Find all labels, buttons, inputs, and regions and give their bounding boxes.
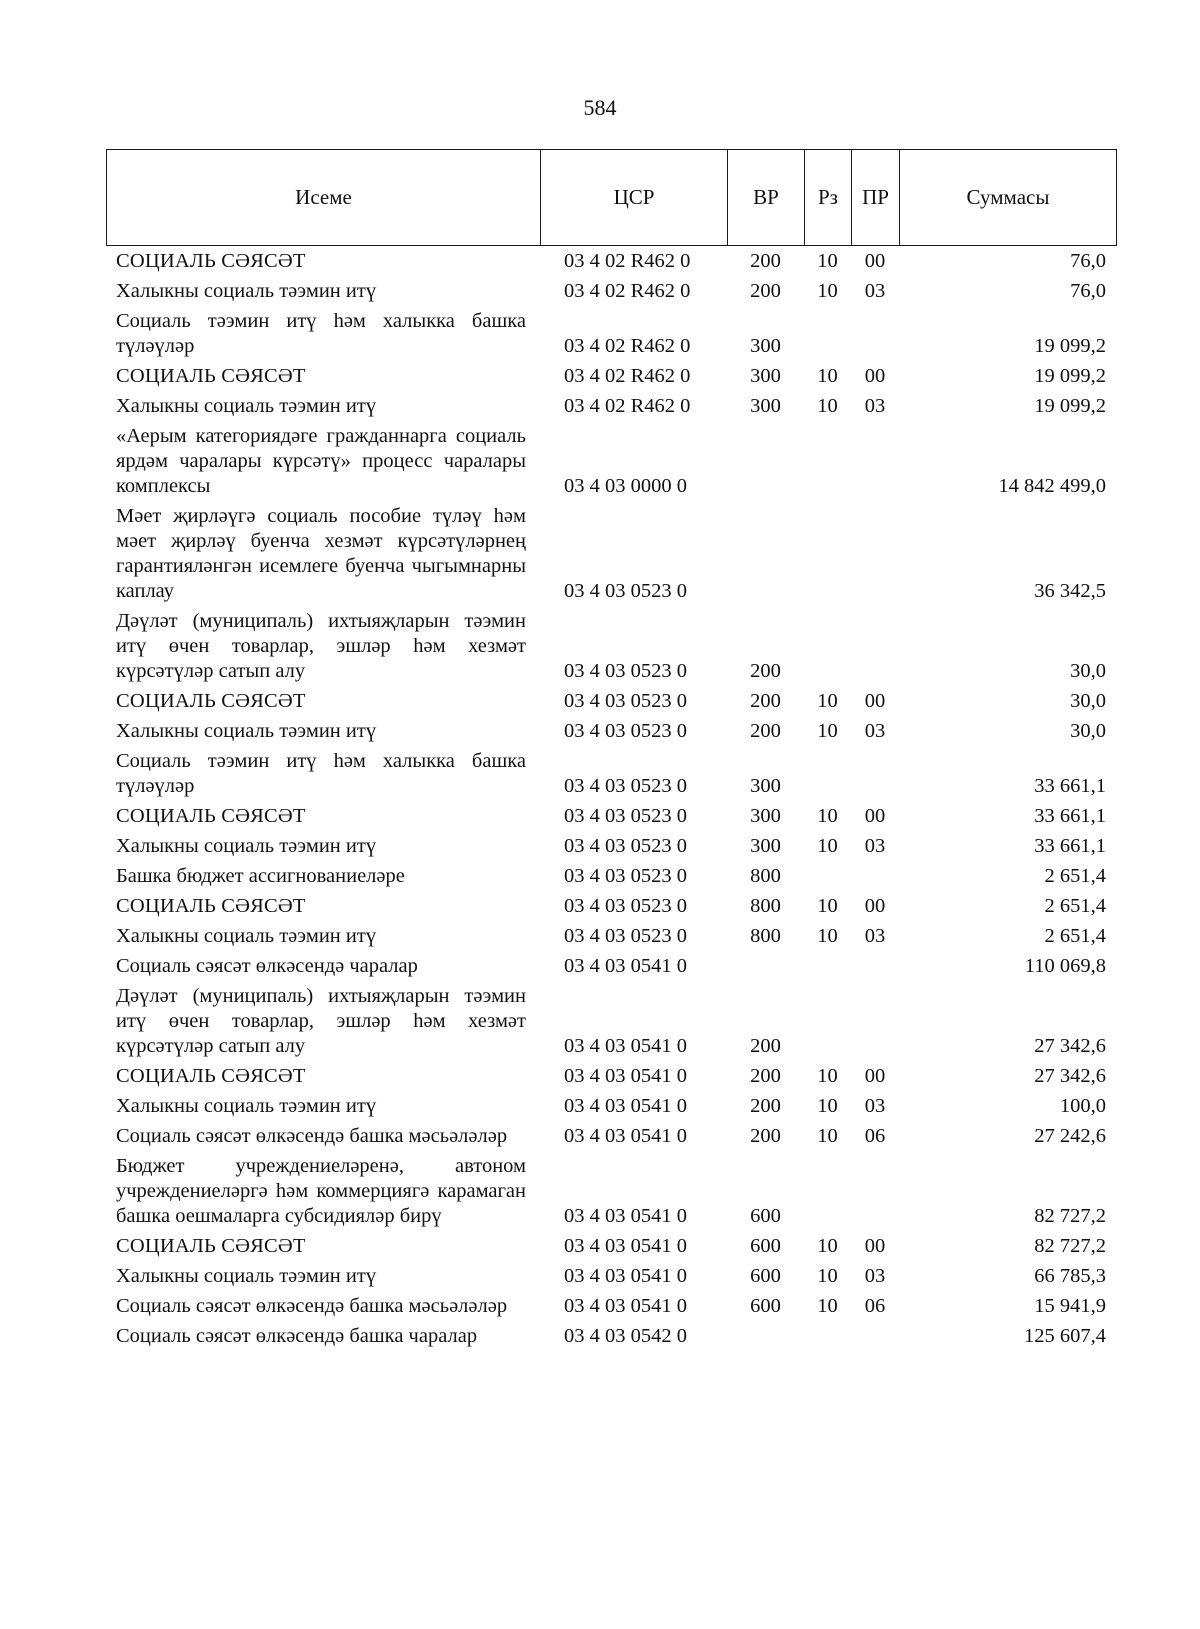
cell-vr: 200	[750, 1095, 781, 1117]
cell-vr: 600	[750, 1265, 781, 1287]
cell-vr: 300	[750, 395, 781, 417]
cell-name: Халыкны социаль тәэмин итү	[116, 280, 377, 302]
cell-name: Социаль сәясәт өлкәсендә чаралар	[116, 955, 418, 977]
cell-csr: 03 4 02 R462 0	[564, 280, 691, 302]
budget-table	[106, 246, 1116, 1351]
cell-rz	[804, 1321, 851, 1351]
cell-csr: 03 4 03 0523 0	[564, 895, 687, 917]
cell-pr: 06	[864, 1125, 886, 1147]
cell-pr	[851, 1151, 899, 1231]
cell-csr: 03 4 03 0541 0	[564, 1095, 687, 1117]
cell-vr: 200	[750, 250, 781, 272]
cell-pr: 00	[864, 690, 886, 712]
table-row	[106, 801, 1116, 831]
cell-vr: 600	[750, 1295, 781, 1317]
column-header-vr: ВР	[728, 150, 805, 246]
cell-sum: 2 651,4	[1044, 925, 1106, 947]
table-row	[106, 606, 1116, 686]
cell-rz: 10	[817, 365, 838, 387]
column-header-rz: Рз	[805, 150, 852, 246]
cell-name: СОЦИАЛЬ СӘЯСӘТ	[116, 805, 306, 827]
cell-rz	[804, 746, 851, 801]
cell-pr: 00	[864, 895, 886, 917]
table-row	[106, 951, 1116, 981]
cell-sum: 30,0	[1070, 690, 1106, 712]
cell-name: СОЦИАЛЬ СӘЯСӘТ	[116, 1065, 306, 1087]
cell-pr: 03	[864, 280, 886, 302]
cell-pr	[851, 981, 899, 1061]
cell-sum: 110 069,8	[1024, 955, 1106, 977]
column-header-pr: ПР	[852, 150, 900, 246]
cell-pr: 00	[864, 365, 886, 387]
cell-rz: 10	[817, 1235, 838, 1257]
cell-csr: 03 4 03 0523 0	[564, 805, 687, 827]
cell-sum: 27 342,6	[1034, 1035, 1106, 1057]
table-row	[106, 306, 1116, 361]
cell-csr: 03 4 03 0541 0	[564, 1265, 687, 1287]
cell-vr: 200	[750, 1035, 781, 1057]
cell-vr: 200	[750, 660, 781, 682]
cell-pr: 03	[864, 395, 886, 417]
cell-vr	[727, 501, 804, 606]
cell-sum: 100,0	[1059, 1095, 1106, 1117]
cell-rz	[804, 951, 851, 981]
cell-rz: 10	[817, 895, 838, 917]
cell-csr: 03 4 03 0000 0	[564, 475, 687, 497]
table-body	[106, 246, 1116, 1351]
cell-vr	[727, 951, 804, 981]
cell-vr: 200	[750, 1065, 781, 1087]
cell-name: Халыкны социаль тәэмин итү	[116, 835, 377, 857]
table-row	[106, 1261, 1116, 1291]
table-row	[106, 746, 1116, 801]
cell-rz	[804, 421, 851, 501]
cell-rz: 10	[817, 925, 838, 947]
cell-sum: 2 651,4	[1044, 895, 1106, 917]
column-header-sum: Суммасы	[900, 150, 1117, 246]
cell-rz	[804, 306, 851, 361]
cell-vr: 300	[750, 335, 781, 357]
table-row	[106, 1061, 1116, 1091]
cell-csr: 03 4 02 R462 0	[564, 365, 691, 387]
cell-csr: 03 4 03 0523 0	[564, 720, 687, 742]
cell-sum: 15 941,9	[1034, 1295, 1106, 1317]
table-row	[106, 1091, 1116, 1121]
cell-pr	[851, 606, 899, 686]
cell-csr: 03 4 03 0541 0	[564, 1125, 687, 1147]
cell-name: Бюджет учреждениеләренә, автоном учреждениеләргә һәм коммерциягә карамаган башка оешмаларга субсидияләр бирү	[116, 1155, 526, 1227]
table-row	[106, 1291, 1116, 1321]
cell-sum: 125 607,4	[1024, 1325, 1106, 1347]
cell-name: Социаль тәэмин итү һәм халыкка башка түләүләр	[116, 750, 526, 797]
cell-pr	[851, 1321, 899, 1351]
cell-csr: 03 4 03 0523 0	[564, 925, 687, 947]
cell-pr: 03	[864, 835, 886, 857]
cell-pr: 03	[864, 1095, 886, 1117]
cell-name: СОЦИАЛЬ СӘЯСӘТ	[116, 365, 306, 387]
cell-csr: 03 4 03 0523 0	[564, 690, 687, 712]
cell-vr	[727, 1321, 804, 1351]
cell-rz	[804, 501, 851, 606]
table-row	[106, 831, 1116, 861]
cell-vr: 600	[750, 1235, 781, 1257]
cell-vr: 800	[750, 895, 781, 917]
table-row	[106, 716, 1116, 746]
table-row	[106, 1321, 1116, 1351]
table-row	[106, 981, 1116, 1061]
cell-sum: 19 099,2	[1034, 365, 1106, 387]
cell-name: Социаль сәясәт өлкәсендә башка чаралар	[116, 1325, 478, 1347]
cell-rz: 10	[817, 395, 838, 417]
cell-sum: 33 661,1	[1034, 775, 1106, 797]
cell-pr: 03	[864, 1265, 886, 1287]
column-header-csr: ЦСР	[541, 150, 728, 246]
cell-pr	[851, 306, 899, 361]
cell-vr: 300	[750, 775, 781, 797]
cell-rz: 10	[817, 1065, 838, 1087]
cell-name: Халыкны социаль тәэмин итү	[116, 925, 377, 947]
cell-pr: 06	[864, 1295, 886, 1317]
table-row	[106, 501, 1116, 606]
cell-sum: 76,0	[1070, 280, 1106, 302]
cell-rz: 10	[817, 1095, 838, 1117]
cell-rz	[804, 606, 851, 686]
cell-csr: 03 4 02 R462 0	[564, 250, 691, 272]
cell-sum: 82 727,2	[1034, 1205, 1106, 1227]
table-row	[106, 861, 1116, 891]
cell-rz: 10	[817, 280, 838, 302]
cell-csr: 03 4 03 0542 0	[564, 1325, 687, 1347]
cell-vr: 300	[750, 365, 781, 387]
cell-vr: 800	[750, 865, 781, 887]
table-row	[106, 921, 1116, 951]
cell-sum: 33 661,1	[1034, 835, 1106, 857]
page-number: 584	[583, 95, 617, 120]
cell-csr: 03 4 02 R462 0	[564, 395, 691, 417]
cell-name: СОЦИАЛЬ СӘЯСӘТ	[116, 250, 306, 272]
cell-sum: 19 099,2	[1034, 395, 1106, 417]
cell-csr: 03 4 02 R462 0	[564, 335, 691, 357]
cell-csr: 03 4 03 0523 0	[564, 865, 687, 887]
cell-pr	[851, 421, 899, 501]
cell-vr: 200	[750, 720, 781, 742]
table-row	[106, 1151, 1116, 1231]
cell-name: СОЦИАЛЬ СӘЯСӘТ	[116, 895, 306, 917]
cell-sum: 2 651,4	[1044, 865, 1106, 887]
cell-pr: 00	[864, 1235, 886, 1257]
cell-csr: 03 4 03 0523 0	[564, 835, 687, 857]
cell-name: Социаль тәэмин итү һәм халыкка башка түләүләр	[116, 310, 526, 357]
cell-rz	[804, 1151, 851, 1231]
cell-sum: 36 342,5	[1034, 580, 1106, 602]
cell-pr: 00	[864, 250, 886, 272]
cell-pr	[851, 501, 899, 606]
cell-csr: 03 4 03 0541 0	[564, 1205, 687, 1227]
cell-vr: 300	[750, 805, 781, 827]
cell-sum: 66 785,3	[1034, 1265, 1106, 1287]
table-row	[106, 891, 1116, 921]
cell-pr: 03	[864, 720, 886, 742]
cell-rz: 10	[817, 1125, 838, 1147]
cell-vr: 300	[750, 835, 781, 857]
cell-sum: 27 242,6	[1034, 1125, 1106, 1147]
cell-name: Дәүләт (муниципаль) ихтыяҗларын тәэмин итү өчен товарлар, эшләр һәм хезмәт күрсәтүләр сатып алу	[116, 610, 526, 682]
table-row	[106, 1121, 1116, 1151]
cell-sum: 30,0	[1070, 660, 1106, 682]
cell-name: Халыкны социаль тәэмин итү	[116, 720, 377, 742]
cell-name: Социаль сәясәт өлкәсендә башка мәсьәләләр	[116, 1125, 508, 1147]
cell-name: СОЦИАЛЬ СӘЯСӘТ	[116, 690, 306, 712]
cell-name: Башка бюджет ассигнованиеләре	[116, 865, 405, 887]
cell-name: СОЦИАЛЬ СӘЯСӘТ	[116, 1235, 306, 1257]
cell-sum: 14 842 499,0	[998, 475, 1106, 497]
cell-vr: 800	[750, 925, 781, 947]
cell-csr: 03 4 03 0523 0	[564, 775, 687, 797]
cell-name: Халыкны социаль тәэмин итү	[116, 395, 377, 417]
cell-rz	[804, 861, 851, 891]
table-row	[106, 1231, 1116, 1261]
cell-vr: 600	[750, 1205, 781, 1227]
cell-rz: 10	[817, 690, 838, 712]
cell-rz: 10	[817, 720, 838, 742]
cell-csr: 03 4 03 0541 0	[564, 1065, 687, 1087]
table-row	[106, 421, 1116, 501]
table-row	[106, 276, 1116, 306]
table-row	[106, 391, 1116, 421]
cell-vr	[727, 421, 804, 501]
cell-rz: 10	[817, 250, 838, 272]
cell-name: Дәүләт (муниципаль) ихтыяҗларын тәэмин итү өчен товарлар, эшләр һәм хезмәт күрсәтүләр сатып алу	[116, 985, 526, 1057]
cell-sum: 76,0	[1070, 250, 1106, 272]
cell-csr: 03 4 03 0523 0	[564, 580, 687, 602]
table-row	[106, 361, 1116, 391]
cell-vr: 200	[750, 280, 781, 302]
cell-csr: 03 4 03 0541 0	[564, 1295, 687, 1317]
cell-sum: 19 099,2	[1034, 335, 1106, 357]
cell-rz	[804, 981, 851, 1061]
cell-pr	[851, 861, 899, 891]
cell-name: Халыкны социаль тәэмин итү	[116, 1265, 377, 1287]
cell-pr: 00	[864, 805, 886, 827]
cell-pr	[851, 951, 899, 981]
cell-rz: 10	[817, 805, 838, 827]
table-row	[106, 686, 1116, 716]
header-row	[107, 150, 1117, 246]
cell-csr: 03 4 03 0541 0	[564, 1235, 687, 1257]
cell-name: Халыкны социаль тәэмин итү	[116, 1095, 377, 1117]
cell-sum: 27 342,6	[1034, 1065, 1106, 1087]
cell-rz: 10	[817, 1265, 838, 1287]
cell-csr: 03 4 03 0523 0	[564, 660, 687, 682]
cell-name: Мәет җирләүгә социаль пособие түләү һәм мәет җирләү буенча хезмәт күрсәтүләрнең гарантияләнгән исемлеге буенча чыгымнарны каплау	[116, 505, 526, 602]
table-row	[106, 246, 1116, 276]
cell-sum: 30,0	[1070, 720, 1106, 742]
table-header	[106, 149, 1117, 246]
cell-pr: 00	[864, 1065, 886, 1087]
cell-sum: 33 661,1	[1034, 805, 1106, 827]
cell-name: «Аерым категориядәге гражданнарга социаль ярдәм чаралары күрсәтү» процесс чаралары комплексы	[116, 425, 526, 497]
cell-rz: 10	[817, 835, 838, 857]
cell-vr: 200	[750, 1125, 781, 1147]
cell-rz: 10	[817, 1295, 838, 1317]
cell-pr: 03	[864, 925, 886, 947]
cell-name: Социаль сәясәт өлкәсендә башка мәсьәләләр	[116, 1295, 508, 1317]
cell-csr: 03 4 03 0541 0	[564, 955, 687, 977]
column-header-name: Исеме	[107, 150, 541, 246]
cell-pr	[851, 746, 899, 801]
cell-csr: 03 4 03 0541 0	[564, 1035, 687, 1057]
cell-vr: 200	[750, 690, 781, 712]
cell-sum: 82 727,2	[1034, 1235, 1106, 1257]
